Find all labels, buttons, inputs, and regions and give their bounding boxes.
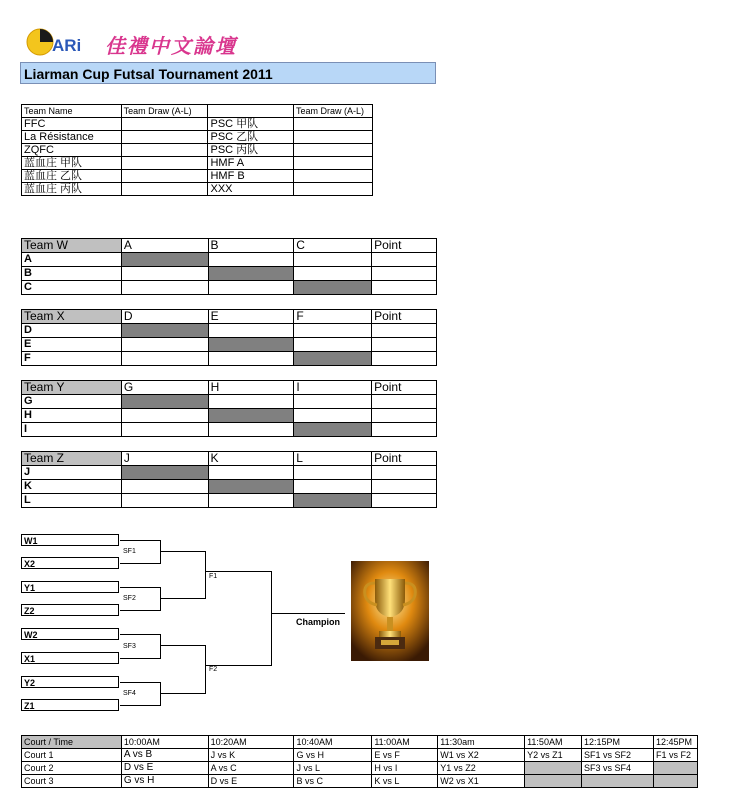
bracket-line [205, 571, 271, 572]
group-col-header: K [208, 452, 294, 466]
group-self-cell [208, 409, 294, 423]
draw-cell: 蓝血庄 丙队 [22, 183, 122, 196]
schedule-match: J vs L [294, 762, 372, 775]
group-point-cell [372, 352, 437, 366]
logo-text: 佳禮中文論壇 [105, 34, 237, 58]
group-row-label: E [22, 338, 122, 352]
draw-cell: FFC [22, 118, 122, 131]
group-self-cell [294, 352, 372, 366]
bracket-line [160, 682, 161, 706]
final-label: F2 [209, 666, 218, 673]
schedule-empty [525, 775, 582, 788]
bracket-slot: X2 [21, 557, 119, 569]
schedule-empty [653, 775, 697, 788]
group-name: Team Y [22, 381, 122, 395]
group-col-header: J [121, 452, 208, 466]
schedule-match: W2 vs X1 [438, 775, 525, 788]
sf-label: SF2 [123, 595, 136, 602]
draw-cell [121, 131, 208, 144]
group-row-label: D [22, 324, 122, 338]
schedule-empty [582, 775, 654, 788]
draw-cell: HMF B [208, 170, 294, 183]
draw-cell [121, 118, 208, 131]
champion-label: Champion [296, 617, 340, 627]
schedule-match: G vs H [121, 775, 208, 788]
group-result-cell [208, 423, 294, 437]
schedule-header: 10:20AM [208, 736, 294, 749]
draw-cell: PSC 甲队 [208, 118, 294, 131]
logo-mark [26, 26, 96, 58]
draw-cell [294, 157, 373, 170]
group-point-header: Point [372, 239, 437, 253]
group-result-cell [121, 409, 208, 423]
schedule-match: Y2 vs Z1 [525, 749, 582, 762]
group-col-header: G [121, 381, 208, 395]
group-point-cell [372, 338, 437, 352]
group-result-cell [121, 480, 208, 494]
group-name: Team Z [22, 452, 122, 466]
schedule-match: D vs E [208, 775, 294, 788]
group-table [21, 451, 437, 508]
group-result-cell [121, 338, 208, 352]
draw-cell: 蓝血庄 乙队 [22, 170, 122, 183]
group-point-cell [372, 281, 437, 295]
group-point-cell [372, 423, 437, 437]
bracket-slot: Y2 [21, 676, 119, 688]
group-col-header: C [294, 239, 372, 253]
draw-header: Team Draw (A-L) [121, 105, 208, 118]
bracket-line [120, 634, 160, 635]
sf-label: SF1 [123, 548, 136, 555]
group-row-label: I [22, 423, 122, 437]
schedule-match: F1 vs F2 [653, 749, 697, 762]
group-col-header: F [294, 310, 372, 324]
group-row-label: G [22, 395, 122, 409]
group-result-cell [294, 409, 372, 423]
sf-label: SF3 [123, 643, 136, 650]
group-result-cell [121, 423, 208, 437]
page-title: Liarman Cup Futsal Tournament 2011 [20, 62, 436, 84]
draw-cell [121, 144, 208, 157]
group-self-cell [121, 324, 208, 338]
group-table [21, 238, 437, 295]
draw-cell: ZQFC [22, 144, 122, 157]
draw-cell: 蓝血庄 甲队 [22, 157, 122, 170]
draw-cell: La Résistance [22, 131, 122, 144]
bracket-slot: W1 [21, 534, 119, 546]
group-result-cell [294, 480, 372, 494]
bracket-line [205, 551, 206, 599]
schedule-header: 11:30am [438, 736, 525, 749]
group-self-cell [121, 466, 208, 480]
group-point-cell [372, 395, 437, 409]
schedule-match: J vs K [208, 749, 294, 762]
group-col-header: B [208, 239, 294, 253]
bracket-line [120, 587, 160, 588]
group-point-cell [372, 324, 437, 338]
group-point-header: Point [372, 452, 437, 466]
group-name: Team W [22, 239, 122, 253]
sf-label: SF4 [123, 690, 136, 697]
group-result-cell [208, 395, 294, 409]
bracket-line [120, 658, 160, 659]
bracket-line [205, 645, 206, 694]
schedule-match: A vs B [121, 749, 208, 762]
draw-cell [121, 170, 208, 183]
schedule-match: A vs C [208, 762, 294, 775]
draw-cell [121, 183, 208, 196]
group-point-header: Point [372, 381, 437, 395]
group-name: Team X [22, 310, 122, 324]
schedule-header: 10:00AM [121, 736, 208, 749]
group-point-cell [372, 466, 437, 480]
group-result-cell [208, 324, 294, 338]
group-row-label: F [22, 352, 122, 366]
draw-cell: PSC 丙队 [208, 144, 294, 157]
group-self-cell [208, 338, 294, 352]
group-row-label: J [22, 466, 122, 480]
bracket-line [160, 645, 205, 646]
bracket-slot: Z2 [21, 604, 119, 616]
draw-cell [294, 183, 373, 196]
schedule-header: Court / Time [22, 736, 122, 749]
group-self-cell [208, 480, 294, 494]
schedule-table [21, 735, 698, 788]
bracket-line [120, 563, 160, 564]
group-result-cell [208, 494, 294, 508]
draw-header: Team Name [22, 105, 122, 118]
group-col-header: A [121, 239, 208, 253]
group-row-label: H [22, 409, 122, 423]
draw-header: Team Draw (A-L) [294, 105, 373, 118]
group-table [21, 380, 437, 437]
group-result-cell [294, 395, 372, 409]
group-point-cell [372, 253, 437, 267]
schedule-match: SF3 vs SF4 [582, 762, 654, 775]
group-row-label: L [22, 494, 122, 508]
schedule-header: 12:15PM [582, 736, 654, 749]
bracket-line [160, 551, 205, 552]
trophy-icon [351, 561, 429, 661]
group-result-cell [121, 281, 208, 295]
bracket-line [160, 693, 205, 694]
schedule-court: Court 3 [22, 775, 122, 788]
group-result-cell [294, 466, 372, 480]
group-table [21, 309, 437, 366]
group-self-cell [121, 395, 208, 409]
draw-cell: HMF A [208, 157, 294, 170]
group-col-header: L [294, 452, 372, 466]
group-row-label: K [22, 480, 122, 494]
group-self-cell [294, 281, 372, 295]
bracket-line [271, 571, 272, 666]
schedule-empty [525, 762, 582, 775]
bracket-line [160, 634, 161, 659]
draw-header [208, 105, 294, 118]
group-result-cell [294, 253, 372, 267]
draw-cell [294, 144, 373, 157]
group-result-cell [121, 494, 208, 508]
group-result-cell [121, 352, 208, 366]
draw-cell [294, 170, 373, 183]
draw-cell: PSC 乙队 [208, 131, 294, 144]
schedule-header: 11:50AM [525, 736, 582, 749]
group-col-header: E [208, 310, 294, 324]
schedule-match: D vs E [121, 762, 208, 775]
bracket-line [120, 540, 160, 541]
schedule-match: B vs C [294, 775, 372, 788]
draw-cell [294, 131, 373, 144]
final-label: F1 [209, 573, 218, 580]
group-result-cell [294, 267, 372, 281]
group-row-label: B [22, 267, 122, 281]
schedule-match: SF1 vs SF2 [582, 749, 654, 762]
schedule-court: Court 1 [22, 749, 122, 762]
group-result-cell [294, 338, 372, 352]
bracket-slot: Z1 [21, 699, 119, 711]
schedule-empty [653, 762, 697, 775]
group-point-cell [372, 494, 437, 508]
schedule-match: W1 vs X2 [438, 749, 525, 762]
bracket-slot: W2 [21, 628, 119, 640]
schedule-header: 12:45PM [653, 736, 697, 749]
group-result-cell [208, 281, 294, 295]
bracket-slot: X1 [21, 652, 119, 664]
group-self-cell [294, 494, 372, 508]
group-point-header: Point [372, 310, 437, 324]
group-result-cell [294, 324, 372, 338]
schedule-header: 10:40AM [294, 736, 372, 749]
group-col-header: H [208, 381, 294, 395]
schedule-match: K vs L [372, 775, 438, 788]
schedule-court: Court 2 [22, 762, 122, 775]
bracket-line [120, 610, 160, 611]
schedule-match: H vs I [372, 762, 438, 775]
group-point-cell [372, 409, 437, 423]
group-self-cell [208, 267, 294, 281]
schedule-match: Y1 vs Z2 [438, 762, 525, 775]
draw-cell: XXX [208, 183, 294, 196]
group-col-header: I [294, 381, 372, 395]
schedule-match: E vs F [372, 749, 438, 762]
bracket-line [120, 705, 160, 706]
group-self-cell [121, 253, 208, 267]
svg-text:ARi: ARi [52, 36, 82, 55]
schedule-match: G vs H [294, 749, 372, 762]
group-result-cell [121, 267, 208, 281]
group-result-cell [208, 253, 294, 267]
bracket-line [120, 682, 160, 683]
group-result-cell [208, 466, 294, 480]
bracket-slot: Y1 [21, 581, 119, 593]
team-draw-table [21, 104, 373, 196]
group-point-cell [372, 267, 437, 281]
group-point-cell [372, 480, 437, 494]
group-self-cell [294, 423, 372, 437]
bracket-line [160, 587, 161, 611]
group-row-label: C [22, 281, 122, 295]
group-row-label: A [22, 253, 122, 267]
bracket-line [160, 598, 205, 599]
bracket-line [271, 613, 345, 614]
bracket-line [160, 540, 161, 564]
draw-cell [121, 157, 208, 170]
draw-cell [294, 118, 373, 131]
schedule-header: 11:00AM [372, 736, 438, 749]
group-result-cell [208, 352, 294, 366]
group-col-header: D [121, 310, 208, 324]
